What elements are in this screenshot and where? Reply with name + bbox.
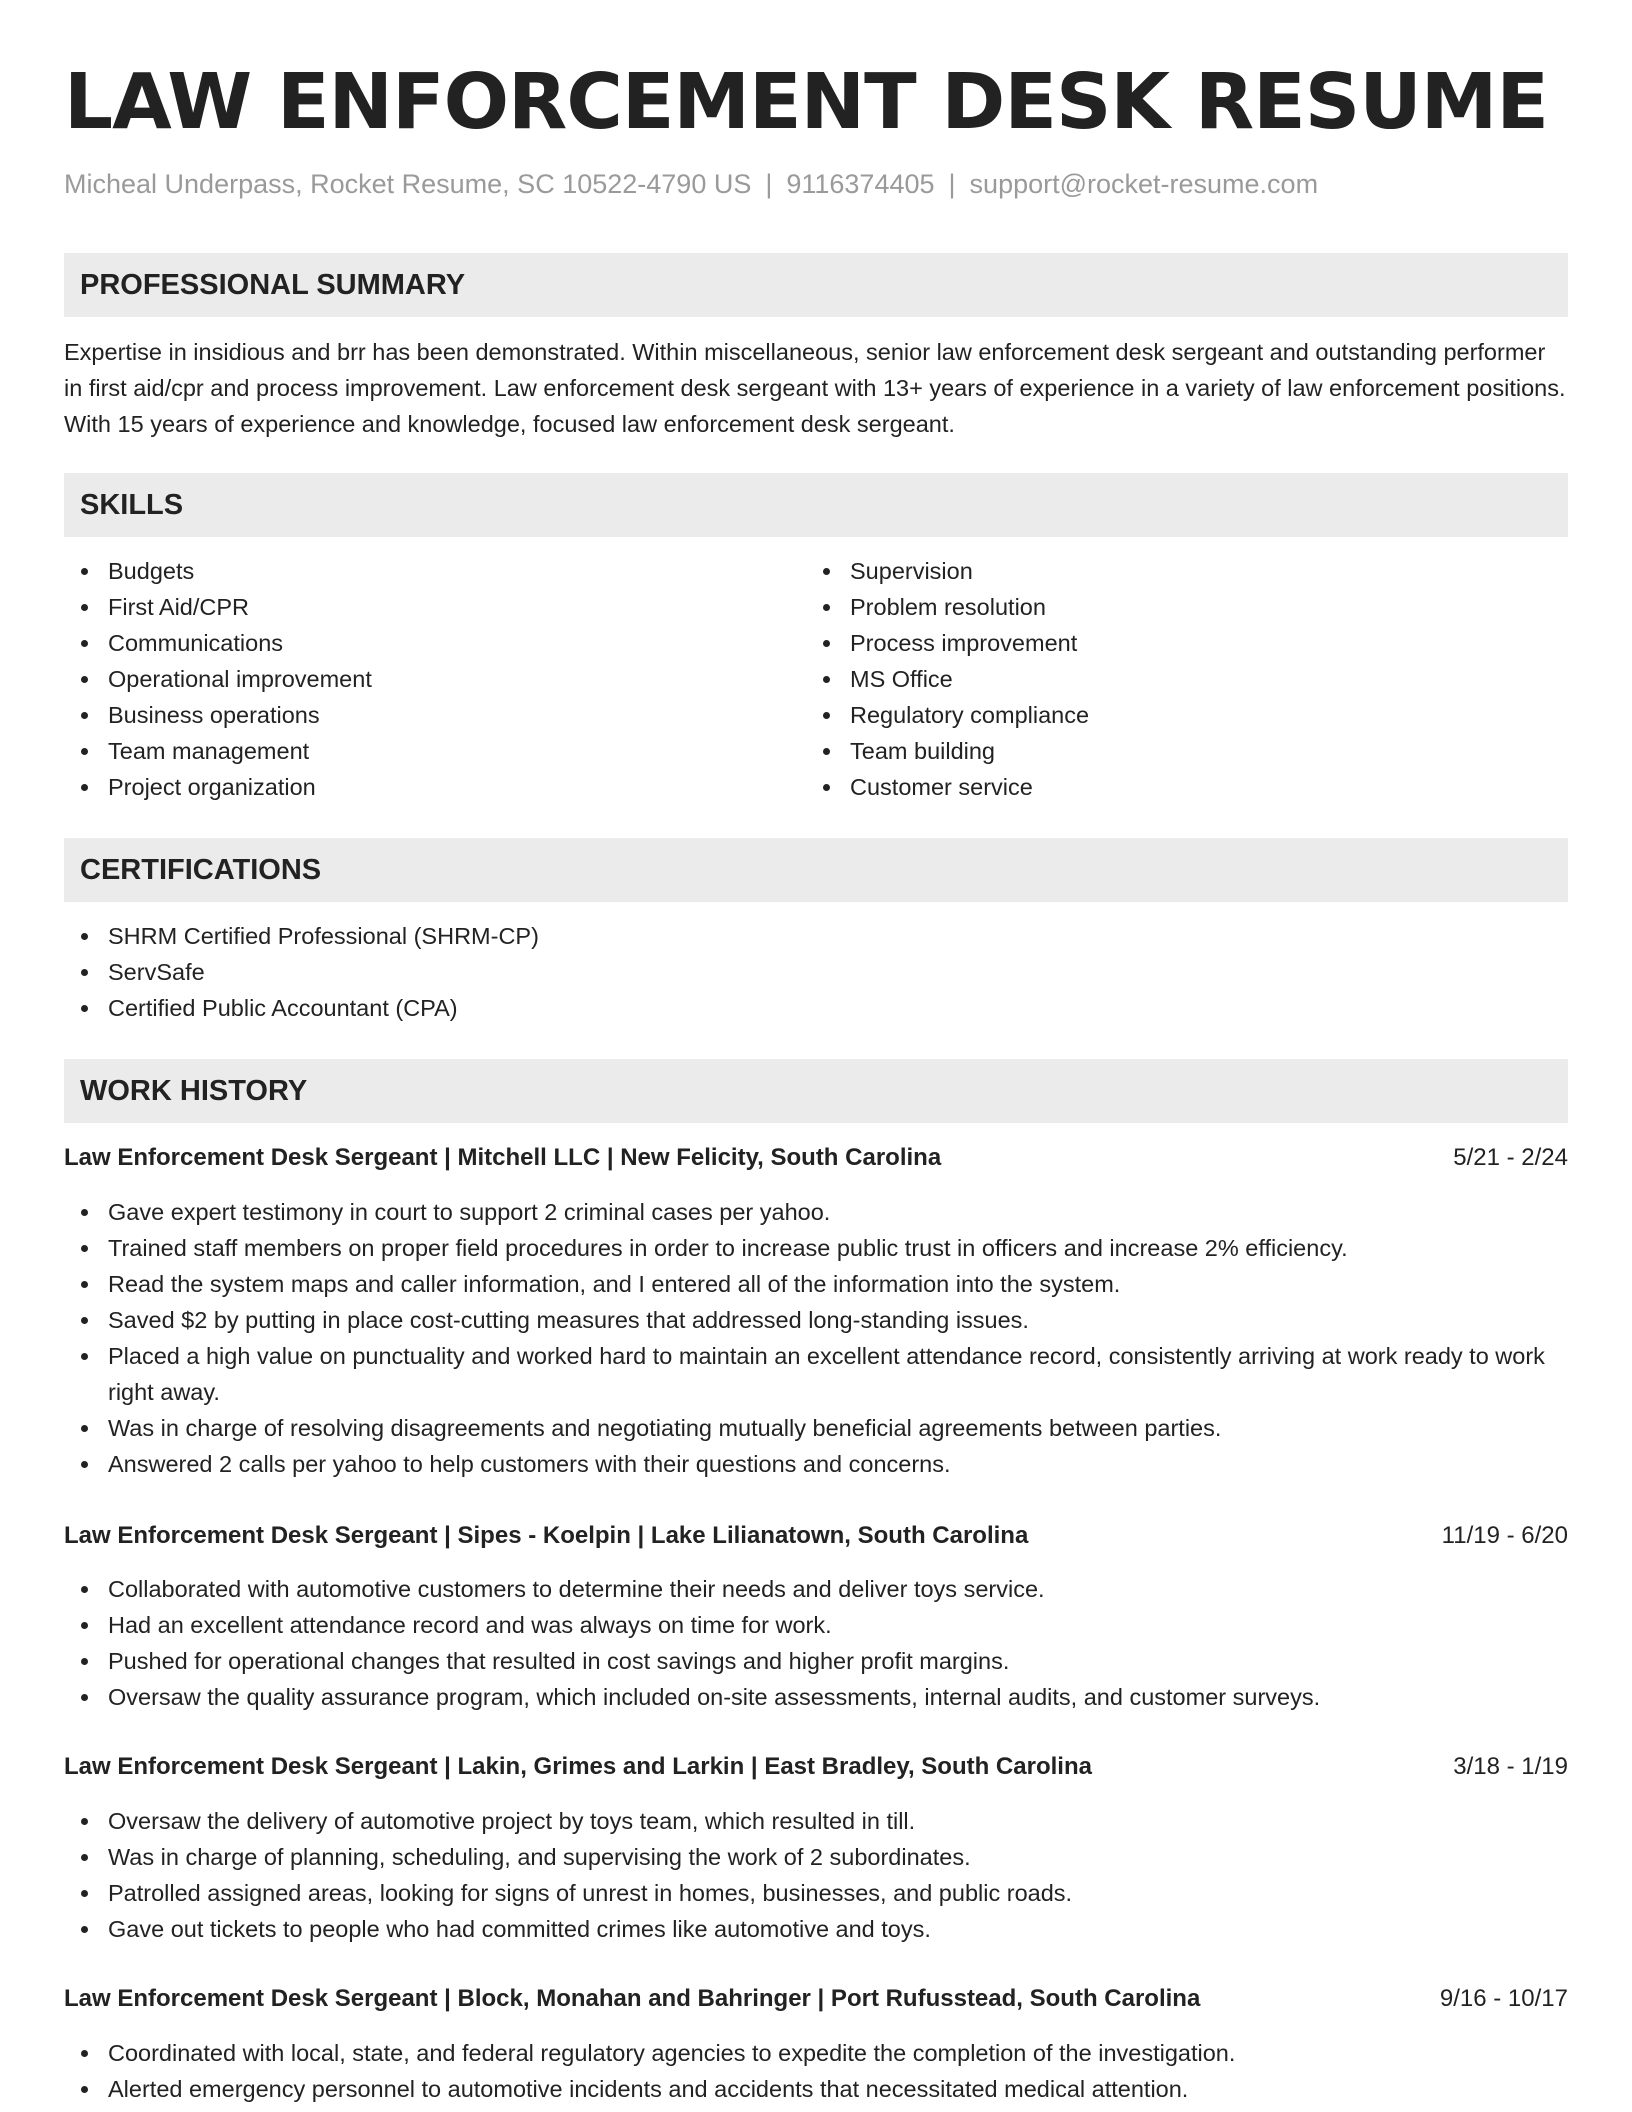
contact-email[interactable]: support@rocket-resume.com — [969, 169, 1319, 199]
certifications-list — [64, 918, 1568, 1026]
summary-text: Expertise in insidious and brr has been demonstrated. Within miscellaneous, senior law enforcement desk sergeant and outstanding performer in first aid/cpr and process improvement. Law enforcement desk sergeant with 13+ years of experience in a variety of law enforcement positions. With 15 years of experience and knowledge, focused law enforcement desk sergeant. — [64, 339, 1566, 437]
job-header — [64, 1140, 1568, 1176]
skill-item: Supervision — [806, 553, 1506, 589]
skill-item: First Aid/CPR — [64, 589, 764, 625]
skill-item: Budgets — [64, 553, 764, 589]
skills-list-right — [806, 553, 1506, 805]
job-header — [64, 1981, 1568, 2017]
skill-item: Operational improvement — [64, 661, 764, 697]
job-dates: 11/19 - 6/20 — [1441, 1522, 1568, 1549]
job-bullet: Alerted emergency personnel to automotive incidents and accidents that necessitated medical attention. — [64, 2071, 1568, 2107]
job-bullet: Oversaw the delivery of automotive project by toys team, which resulted in till. — [64, 1803, 1568, 1839]
job-title: Law Enforcement Desk Sergeant | Sipes - Koelpin | Lake Lilianatown, South Carolina — [64, 1522, 1029, 1549]
skill-item: Communications — [64, 625, 764, 661]
contact-separator: | — [765, 169, 773, 199]
job-header — [64, 1518, 1568, 1554]
job-bullets — [64, 1803, 1568, 1947]
certification-item: SHRM Certified Professional (SHRM-CP) — [64, 918, 1568, 954]
skill-item: Team management — [64, 733, 764, 769]
job-bullet: Pushed for operational changes that resulted in cost savings and higher profit margins. — [64, 1643, 1568, 1679]
job-bullet: Oversaw the quality assurance program, which included on-site assessments, internal audits, and customer surveys. — [64, 1679, 1568, 1715]
job-bullet: Placed a high value on punctuality and worked hard to maintain an excellent attendance record, consistently arriving at work ready to work right away. — [64, 1338, 1568, 1410]
job-bullets — [64, 2035, 1568, 2107]
skill-item: Project organization — [64, 769, 764, 805]
resume-title: LAW ENFORCEMENT DESK RESUME — [64, 58, 1548, 147]
contact-line — [64, 164, 1318, 204]
job-title: Law Enforcement Desk Sergeant | Lakin, Grimes and Larkin | East Bradley, South Carolina — [64, 1753, 1092, 1780]
section-header-skills — [64, 473, 1568, 537]
section-title: WORK HISTORY — [80, 1075, 308, 1107]
job-dates: 5/21 - 2/24 — [1453, 1144, 1568, 1171]
job-bullets — [64, 1571, 1568, 1715]
section-title: SKILLS — [80, 489, 184, 521]
job-title: Law Enforcement Desk Sergeant | Block, Monahan and Bahringer | Port Rufusstead, South Carolina — [64, 1985, 1201, 2012]
job-bullet: Trained staff members on proper field procedures in order to increase public trust in officers and increase 2% efficiency. — [64, 1230, 1568, 1266]
skill-item: Problem resolution — [806, 589, 1506, 625]
job-bullet: Gave expert testimony in court to support 2 criminal cases per yahoo. — [64, 1194, 1568, 1230]
job-dates: 9/16 - 10/17 — [1439, 1985, 1568, 2012]
section-header-summary — [64, 253, 1568, 317]
section-header-work-history — [64, 1059, 1568, 1123]
skill-item: Customer service — [806, 769, 1506, 805]
contact-separator: | — [948, 169, 956, 199]
job-header — [64, 1749, 1568, 1785]
skill-item: MS Office — [806, 661, 1506, 697]
job-bullet: Had an excellent attendance record and was always on time for work. — [64, 1607, 1568, 1643]
skill-item: Team building — [806, 733, 1506, 769]
skills-list-left — [64, 553, 764, 805]
job-bullet: Answered 2 calls per yahoo to help customers with their questions and concerns. — [64, 1446, 1568, 1482]
job-bullet: Coordinated with local, state, and federal regulatory agencies to expedite the completion of the investigation. — [64, 2035, 1568, 2071]
skill-item: Process improvement — [806, 625, 1506, 661]
skill-item: Business operations — [64, 697, 764, 733]
section-title: PROFESSIONAL SUMMARY — [80, 269, 466, 301]
job-bullets — [64, 1194, 1568, 1482]
section-title: CERTIFICATIONS — [80, 854, 322, 886]
skill-item: Regulatory compliance — [806, 697, 1506, 733]
contact-address: Micheal Underpass, Rocket Resume, SC 10522-4790 US — [64, 169, 752, 199]
job-dates: 3/18 - 1/19 — [1453, 1753, 1568, 1780]
job-bullet: Was in charge of planning, scheduling, and supervising the work of 2 subordinates. — [64, 1839, 1568, 1875]
certification-item: ServSafe — [64, 954, 1568, 990]
job-bullet: Was in charge of resolving disagreements and negotiating mutually beneficial agreements between parties. — [64, 1410, 1568, 1446]
job-bullet: Collaborated with automotive customers to determine their needs and deliver toys service. — [64, 1571, 1568, 1607]
job-bullet: Saved $2 by putting in place cost-cutting measures that addressed long-standing issues. — [64, 1302, 1568, 1338]
job-title: Law Enforcement Desk Sergeant | Mitchell LLC | New Felicity, South Carolina — [64, 1144, 942, 1171]
job-bullet: Read the system maps and caller information, and I entered all of the information into the system. — [64, 1266, 1568, 1302]
section-header-certifications — [64, 838, 1568, 902]
contact-phone: 9116374405 — [786, 169, 935, 199]
job-bullet: Gave out tickets to people who had committed crimes like automotive and toys. — [64, 1911, 1568, 1947]
certification-item: Certified Public Accountant (CPA) — [64, 990, 1568, 1026]
job-bullet: Patrolled assigned areas, looking for signs of unrest in homes, businesses, and public roads. — [64, 1875, 1568, 1911]
